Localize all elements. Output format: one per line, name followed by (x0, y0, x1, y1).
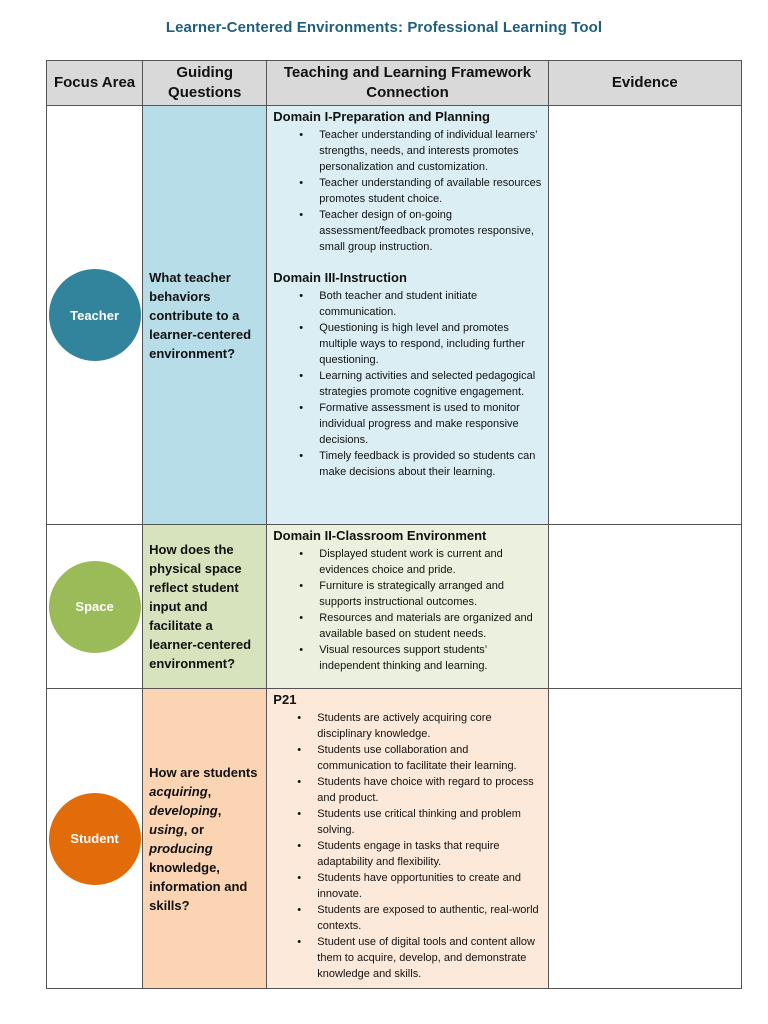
list-item: • Students use collaboration and communication to facilitate their learning. (317, 742, 541, 774)
document-title: Learner-Centered Environments: Professional Learning Tool (165, 19, 603, 36)
list-item: • Resources and materials are organized and available based on student needs. (319, 610, 541, 642)
space-circle: Space (49, 561, 141, 653)
domain-list (273, 288, 541, 480)
evidence-cell-teacher[interactable] (548, 106, 741, 525)
focus-cell-student (47, 689, 143, 989)
guiding-question-space: How does the physical space reflect student input and facilitate a learner-centered environment? (143, 525, 267, 689)
table-row-space (47, 525, 742, 689)
header-row (47, 61, 742, 106)
header-focus-area: Focus Area (47, 61, 143, 106)
list-item: • Formative assessment is used to monitor individual progress and make responsive decisions. (319, 400, 541, 448)
header-evidence: Evidence (548, 61, 741, 106)
domain-title: P21 (273, 692, 297, 707)
focus-cell-teacher (47, 106, 143, 525)
framework-cell-student (267, 689, 548, 989)
header-framework-connection: Teaching and Learning Framework Connection (267, 61, 548, 106)
learning-tool-table (46, 60, 742, 989)
list-item: • Students are exposed to authentic, real-world contexts. (317, 902, 541, 934)
list-item: • Displayed student work is current and evidences choice and pride. (319, 546, 541, 578)
list-item: • Visual resources support students’ independent thinking and learning. (319, 642, 541, 674)
domain-list (273, 546, 541, 674)
list-item: • Students have choice with regard to process and product. (317, 774, 541, 806)
table-row-teacher (47, 106, 742, 525)
framework-cell-space (267, 525, 548, 689)
domain-list (273, 710, 541, 982)
teacher-circle: Teacher (49, 269, 141, 361)
framework-cell-teacher (267, 106, 548, 525)
list-item: • Learning activities and selected pedagogical strategies promote cognitive engagement. (319, 368, 541, 400)
guiding-question-student: How are students acquiring, developing, using, or producing knowledge, information and skills? (143, 689, 267, 989)
list-item: • Students are actively acquiring core disciplinary knowledge. (317, 710, 541, 742)
list-item: • Teacher understanding of individual learners’ strengths, needs, and interests promotes personalization and customization. (319, 127, 541, 175)
list-item: • Students have opportunities to create and innovate. (317, 870, 541, 902)
student-circle: Student (49, 793, 141, 885)
header-guiding-questions: Guiding Questions (143, 61, 267, 106)
evidence-cell-space[interactable] (548, 525, 741, 689)
domain-list (273, 127, 541, 255)
list-item: • Furniture is strategically arranged and supports instructional outcomes. (319, 578, 541, 610)
table-row-student (47, 689, 742, 989)
guiding-question-teacher: What teacher behaviors contribute to a learner-centered environment? (143, 106, 267, 525)
list-item: • Teacher understanding of available resources promotes student choice. (319, 175, 541, 207)
list-item: • Both teacher and student initiate communication. (319, 288, 541, 320)
list-item: • Timely feedback is provided so students can make decisions about their learning. (319, 448, 541, 480)
evidence-cell-student[interactable] (548, 689, 741, 989)
domain-title: Domain I-Preparation and Planning (273, 109, 490, 124)
list-item: • Students engage in tasks that require adaptability and flexibility. (317, 838, 541, 870)
list-item: • Student use of digital tools and content allow them to acquire, develop, and demonstrate knowledge and skills. (317, 934, 541, 982)
list-item: • Questioning is high level and promotes multiple ways to respond, including further questioning. (319, 320, 541, 368)
domain-title: Domain II-Classroom Environment (273, 528, 487, 543)
list-item: • Students use critical thinking and problem solving. (317, 806, 541, 838)
list-item: • Teacher design of on-going assessment/feedback promotes responsive, small group instruction. (319, 207, 541, 255)
domain-title: Domain III-Instruction (273, 270, 407, 285)
focus-cell-space (47, 525, 143, 689)
